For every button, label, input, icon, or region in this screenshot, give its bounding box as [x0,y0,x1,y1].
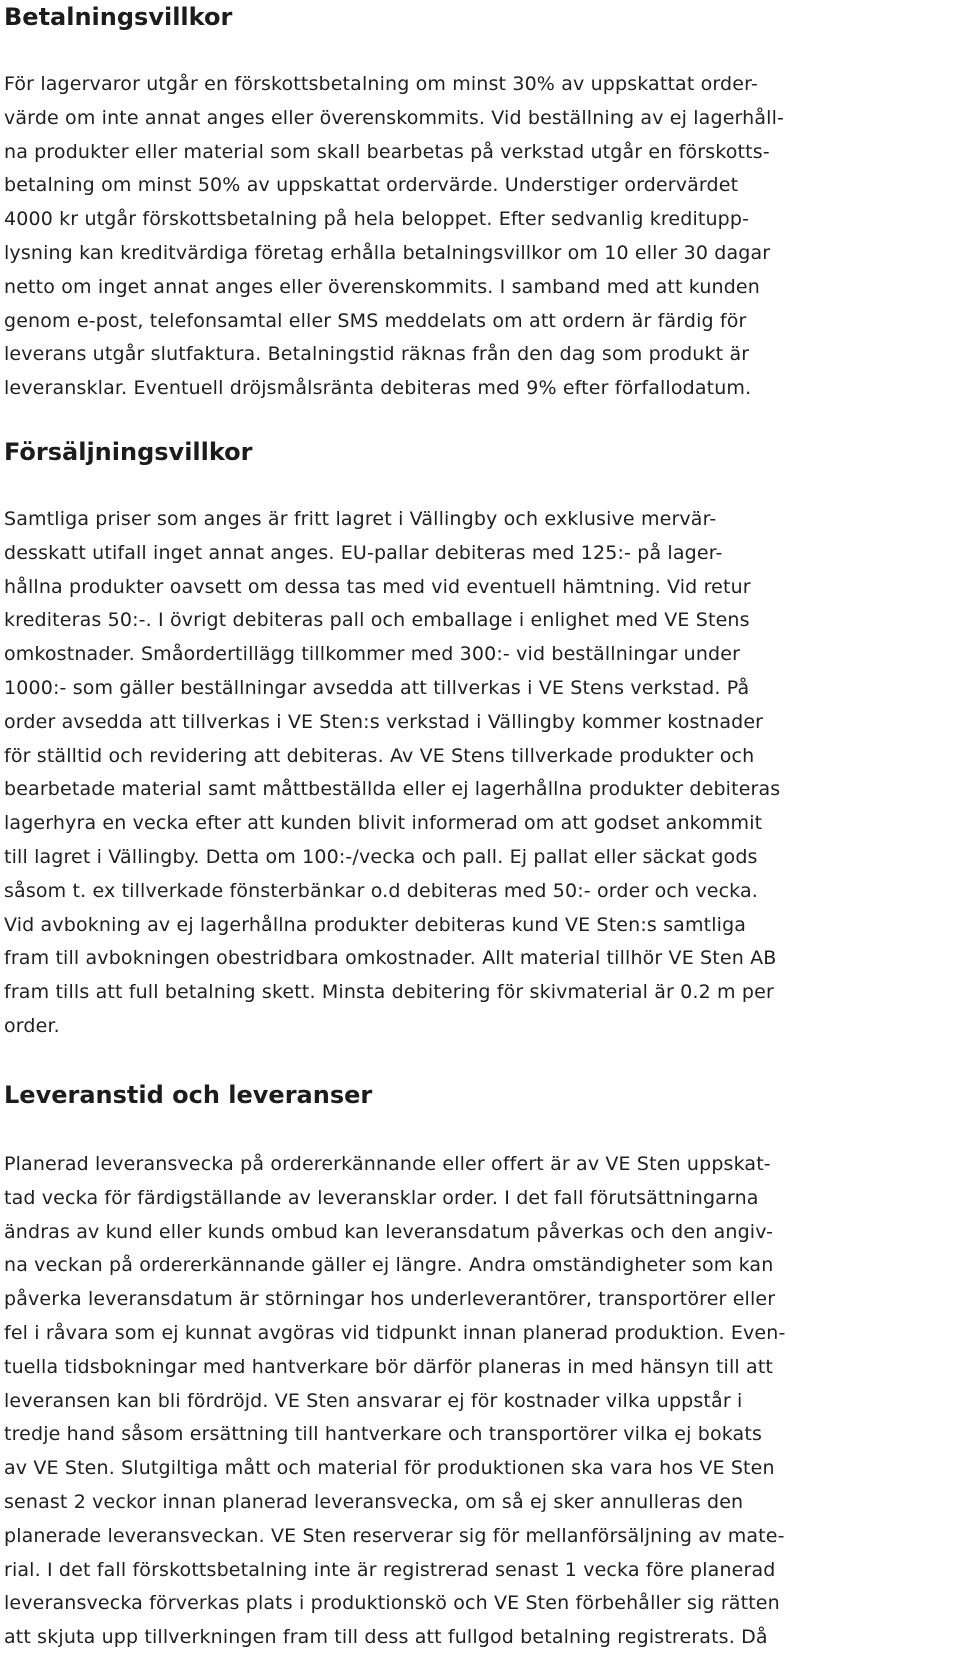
paragraph-line: För lagervaror utgår en förskottsbetalning om minst 30% av uppskattat order- [4,73,758,95]
paragraph-line: netto om inget annat anges eller överenskommits. I samband med att kunden [4,275,760,298]
paragraph-line: desskatt utifall inget annat anges. EU-pallar debiteras med 125:- på lager- [4,541,723,564]
paragraph-line: 1000:- som gäller beställningar avsedda att tillverkas i VE Stens verkstad. På [4,676,750,699]
section-title: Försäljningsvillkor [4,438,253,466]
section-title: Leveranstid och leveranser [4,1081,373,1109]
paragraph-line: na produkter eller material som skall bearbetas på verkstad utgår en förskotts- [4,140,770,163]
paragraph-line: tuella tidsbokningar med hantverkare bör därför planeras in med hänsyn till att [4,1355,774,1378]
paragraph-line: fel i råvara som ej kunnat avgöras vid tidpunkt innan planerad produktion. Even- [4,1321,786,1344]
paragraph-line: Vid avbokning av ej lagerhållna produkter debiteras kund VE Sten:s samtliga [4,913,747,936]
paragraph-line: bearbetade material samt måttbeställda eller ej lagerhållna produkter debiteras [4,778,781,801]
paragraph-line: na veckan på ordererkännande gäller ej längre. Andra omständigheter som kan [4,1254,774,1277]
section-paragraph [4,68,784,406]
paragraph-line: ändras av kund eller kunds ombud kan leveransdatum påverkas och den angiv- [4,1220,774,1243]
paragraph-line: av VE Sten. Slutgiltiga mått och material för produktionen ska vara hos VE Sten [4,1457,775,1480]
paragraph-line: leveransklar. Eventuell dröjsmålsränta debiteras med 9% efter förfallodatum. [4,377,752,400]
paragraph-line: fram till avbokningen obestridbara omkostnader. Allt material tillhör VE Sten AB [4,947,777,970]
section-paragraph [4,1148,785,1655]
paragraph-line: tad vecka för färdigställande av leveransklar order. I det fall förutsättningarna [4,1186,759,1209]
paragraph-line: leveransvecka förverkas plats i produktionskö och VE Sten förbehåller sig rätten [4,1592,780,1615]
paragraph-line: tredje hand såsom ersättning till hantverkare och transportörer vilka ej bokats [4,1423,762,1446]
section-title: Betalningsvillkor [4,3,233,31]
paragraph-line: krediteras 50:-. I övrigt debiteras pall och emballage i enlighet med VE Stens [4,609,750,632]
paragraph-line: lysning kan kreditvärdiga företag erhålla betalningsvillkor om 10 eller 30 dagar [4,241,771,264]
paragraph-line: leveransen kan bli fördröjd. VE Sten ansvarar ej för kostnader vilka uppstår i [4,1389,743,1412]
paragraph-line: omkostnader. Småordertillägg tillkommer med 300:- vid beställningar under [4,643,741,666]
paragraph-line: leverans utgår slutfaktura. Betalningstid räknas från den dag som produkt är [4,343,750,366]
paragraph-line: fram tills att full betalning skett. Minsta debitering för skivmaterial är 0.2 m per [4,981,774,1004]
paragraph-line: värde om inte annat anges eller överenskommits. Vid beställning av ej lagerhåll- [4,106,785,129]
paragraph-line: planerade leveransveckan. VE Sten reserverar sig för mellanförsäljning av mate- [4,1524,785,1547]
paragraph-line: såsom t. ex tillverkade fönsterbänkar o.d debiteras med 50:- order och vecka. [4,879,758,902]
paragraph-line: order. [4,1014,60,1037]
paragraph-line: Planerad leveransvecka på ordererkännande eller offert är av VE Sten uppskat- [4,1153,771,1175]
paragraph-line: betalning om minst 50% av uppskattat ordervärde. Understiger ordervärdet [4,174,739,197]
paragraph-line: 4000 kr utgår förskottsbetalning på hela beloppet. Efter sedvanlig kreditupp- [4,208,750,231]
paragraph-line: hållna produkter oavsett om dessa tas med vid eventuell hämtning. Vid retur [4,575,751,598]
paragraph-line: att skjuta upp tillverkningen fram till dess att fullgod betalning registrerats. Då [4,1626,768,1649]
paragraph-line: senast 2 veckor innan planerad leveransvecka, om så ej sker annulleras den [4,1490,744,1513]
paragraph-line: påverka leveransdatum är störningar hos underleverantörer, transportörer eller [4,1288,776,1311]
paragraph-line: Samtliga priser som anges är fritt lagret i Vällingby och exklusive mervär- [4,508,717,530]
paragraph-line: för ställtid och revidering att debiteras. Av VE Stens tillverkade produkter och [4,744,755,767]
paragraph-line: order avsedda att tillverkas i VE Sten:s verkstad i Vällingby kommer kostnader [4,710,764,733]
section-paragraph [4,503,780,1044]
paragraph-line: genom e-post, telefonsamtal eller SMS meddelats om att ordern är färdig för [4,309,747,332]
paragraph-line: till lagret i Vällingby. Detta om 100:-/vecka och pall. Ej pallat eller säckat gods [4,845,758,868]
paragraph-line: rial. I det fall förskottsbetalning inte är registrerad senast 1 vecka före planerad [4,1558,776,1581]
paragraph-line: lagerhyra en vecka efter att kunden blivit informerad om att godset ankommit [4,812,763,835]
